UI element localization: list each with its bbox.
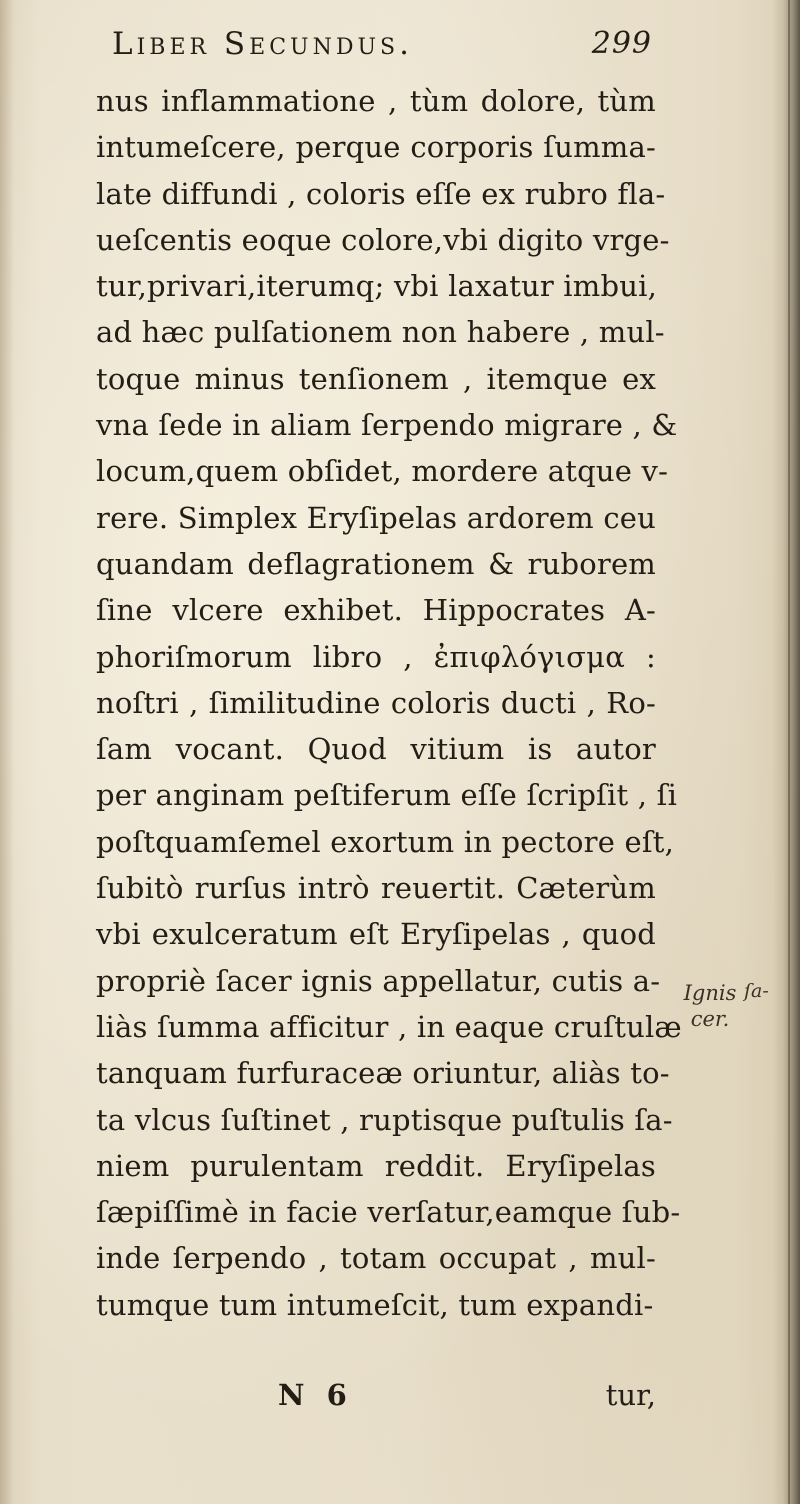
text-line: quandam deflagrationem & ruborem bbox=[96, 546, 656, 581]
text-line: inde ſerpendo , totam occupat , mul- bbox=[96, 1241, 656, 1276]
text-line: late diffundi , coloris eſſe ex rubro fla- bbox=[96, 176, 666, 211]
text-line: ſam vocant. Quod vitium is autor bbox=[96, 732, 656, 767]
page-edge-line bbox=[788, 0, 790, 1504]
catchword: tur, bbox=[605, 1378, 656, 1412]
signature-mark: N 6 bbox=[278, 1378, 353, 1412]
margin-note-ignis-sacer bbox=[678, 980, 742, 1032]
running-head: Liber Secundus. bbox=[112, 26, 413, 62]
page-number: 299 bbox=[591, 26, 652, 61]
text-line: intumeſcere, perque corporis ſumma- bbox=[96, 130, 656, 165]
text-line: ta vlcus ſuſtinet , ruptisque puſtulis ſa- bbox=[96, 1102, 673, 1137]
text-line: poſtquamſemel exortum in pectore eſt, bbox=[96, 824, 675, 859]
text-line: liàs ſumma afficitur , in eaque cruſtulæ bbox=[96, 1009, 682, 1044]
text-line: noſtri , ſimilitudine coloris ducti , Ro- bbox=[96, 685, 656, 720]
text-line: tur,privari,iterumq; vbi laxatur imbui, bbox=[96, 269, 658, 304]
text-line: propriè ſacer ignis appellatur, cutis a- bbox=[96, 963, 661, 998]
text-line: vna ſede in aliam ſerpendo migrare , & bbox=[96, 408, 678, 443]
text-line: tumque tum intumeſcit, tum expandi- bbox=[96, 1287, 654, 1322]
text-line: per anginam peſtiferum eſſe ſcripſit , ſi bbox=[96, 778, 678, 813]
text-line: niem purulentam reddit. Eryſipelas bbox=[96, 1148, 656, 1183]
text-line: rere. Simplex Eryſipelas ardorem ceu bbox=[96, 500, 656, 535]
text-line: ſubitò rurſus intrò reuertit. Cæterùm bbox=[96, 871, 656, 906]
text-line: phoriſmorum libro , ἐπιφλόγισμα : bbox=[96, 639, 656, 674]
text-line: nus inflammatione , tùm dolore, tùm bbox=[96, 84, 656, 118]
gutter-shadow bbox=[0, 0, 14, 1504]
margin-note-line: Ignis bbox=[683, 981, 737, 1005]
text-line: ad hæc pulſationem non habere , mul- bbox=[96, 315, 665, 350]
page-footer bbox=[96, 1378, 656, 1424]
text-line: vbi exulceratum eſt Eryſipelas , quod bbox=[96, 917, 656, 952]
text-line: ſæpiſſimè in facie verſatur,eamque ſub- bbox=[96, 1195, 681, 1230]
page-header bbox=[112, 26, 652, 76]
page-edge-shadow bbox=[772, 0, 800, 1504]
margin-note-fragment: ſa- bbox=[744, 980, 769, 1002]
text-line: locum,quem obſidet, mordere atque v- bbox=[96, 454, 669, 489]
margin-note-line: cer. bbox=[690, 1007, 730, 1031]
text-line: ſine vlcere exhibet. Hippocrates A- bbox=[96, 593, 656, 628]
text-line: tanquam furfuraceæ oriuntur, aliàs to- bbox=[96, 1056, 670, 1091]
text-line: toque minus tenſionem , itemque ex bbox=[96, 361, 656, 396]
body-text bbox=[96, 78, 682, 1328]
text-line: ueſcentis eoque colore,vbi digito vrge- bbox=[96, 222, 670, 257]
